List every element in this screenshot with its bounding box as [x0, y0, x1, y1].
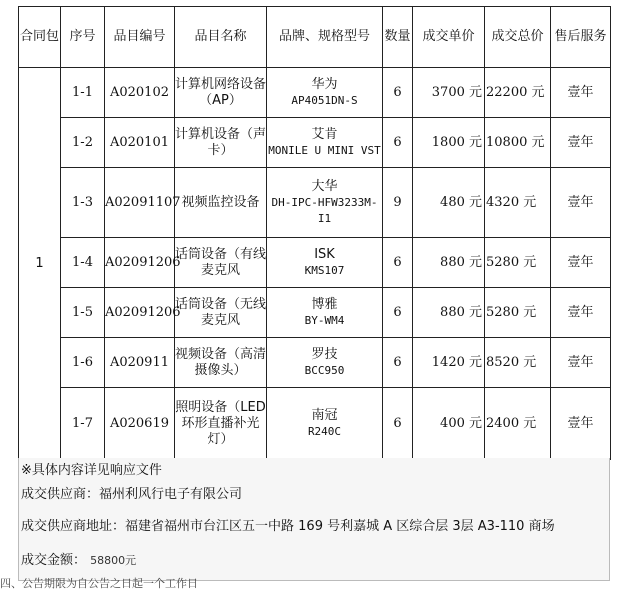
seq-cell: 1-1 — [61, 68, 105, 118]
qty-cell: 6 — [383, 388, 413, 460]
total-cell: 5280 元 — [485, 238, 551, 288]
code-cell: A020101 — [105, 118, 175, 168]
service-cell: 壹年 — [551, 238, 611, 288]
table-row — [19, 118, 611, 168]
supplier-label: 成交供应商： — [21, 487, 100, 502]
seq-cell: 1-6 — [61, 338, 105, 388]
header-total: 成交总价 — [485, 7, 551, 68]
code-cell: A020911 — [105, 338, 175, 388]
unit-price-cell: 880 元 — [413, 288, 485, 338]
service-cell: 壹年 — [551, 68, 611, 118]
seq-cell: 1-2 — [61, 118, 105, 168]
code-cell: A020102 — [105, 68, 175, 118]
code-cell: A02091107 — [105, 168, 175, 238]
amount-value: 58800元 — [90, 554, 137, 567]
brand: 艾肯 — [311, 126, 338, 142]
note: ※具体内容详见响应文件 — [21, 463, 162, 478]
brand: 华为 — [311, 76, 338, 92]
procurement-table — [18, 6, 611, 460]
address-label: 成交供应商地址： — [21, 519, 126, 534]
service-cell: 壹年 — [551, 118, 611, 168]
service-cell: 壹年 — [551, 388, 611, 460]
code-cell: A02091206 — [105, 238, 175, 288]
brand-model-cell — [267, 118, 383, 168]
name-cell: 视频监控设备 — [175, 168, 267, 238]
supplier-name: 福州利风行电子有限公司 — [99, 487, 243, 502]
table-row — [19, 238, 611, 288]
unit-price-cell: 3700 元 — [413, 68, 485, 118]
supplier-line — [21, 486, 242, 504]
qty-cell: 6 — [383, 68, 413, 118]
summary-section — [18, 458, 610, 581]
seq-cell: 1-7 — [61, 388, 105, 460]
qty-cell: 6 — [383, 118, 413, 168]
unit-price-cell: 480 元 — [413, 168, 485, 238]
service-cell: 壹年 — [551, 168, 611, 238]
brand-model-cell — [267, 288, 383, 338]
table-row — [19, 168, 611, 238]
table-row — [19, 288, 611, 338]
unit-price-cell: 880 元 — [413, 238, 485, 288]
total-cell: 22200 元 — [485, 68, 551, 118]
model: KMS107 — [304, 263, 345, 277]
model: MONILE U MINI VST — [268, 143, 381, 157]
package-cell: 1 — [19, 68, 61, 460]
header-unit-price: 成交单价 — [413, 7, 485, 68]
brand-model-cell — [267, 168, 383, 238]
model: BY-WM4 — [304, 313, 345, 327]
brand: 罗技 — [311, 346, 338, 362]
name-cell: 话筒设备（无线麦克风 — [175, 288, 267, 338]
seq-cell: 1-5 — [61, 288, 105, 338]
model: BCC950 — [304, 363, 345, 377]
table-row — [19, 388, 611, 460]
table-row — [19, 338, 611, 388]
name-cell: 照明设备（LED 环形直播补光灯） — [175, 388, 267, 460]
brand: ISK — [314, 246, 335, 262]
brand-model-cell — [267, 238, 383, 288]
header-package: 合同包 — [19, 7, 61, 68]
qty-cell: 9 — [383, 168, 413, 238]
amount-line — [21, 552, 136, 570]
brand: 南冠 — [311, 407, 338, 423]
qty-cell: 6 — [383, 288, 413, 338]
total-cell: 5280 元 — [485, 288, 551, 338]
header-name: 品目名称 — [175, 7, 267, 68]
brand: 博雅 — [311, 296, 338, 312]
total-cell: 4320 元 — [485, 168, 551, 238]
address-value: 福建省福州市台江区五一中路 169 号利嘉城 A 区综合层 3层 A3-110 商场 — [125, 519, 555, 534]
name-cell: 计算机网络设备（AP） — [175, 68, 267, 118]
unit-price-cell: 1420 元 — [413, 338, 485, 388]
total-cell: 2400 元 — [485, 388, 551, 460]
name-cell: 计算机设备（声卡） — [175, 118, 267, 168]
model: R240C — [307, 424, 342, 438]
amount-label: 成交金额： — [21, 553, 87, 568]
seq-cell: 1-3 — [61, 168, 105, 238]
cutoff-text: 四、公告期限为自公告之日起一个工作日 — [0, 577, 198, 590]
header-service: 售后服务 — [551, 7, 611, 68]
code-cell: A020619 — [105, 388, 175, 460]
model: DH-IPC-HFW3233M-I1 — [271, 195, 378, 225]
table-row — [19, 68, 611, 118]
brand-model-cell — [267, 68, 383, 118]
code-cell: A02091206 — [105, 288, 175, 338]
total-cell: 8520 元 — [485, 338, 551, 388]
total-cell: 10800 元 — [485, 118, 551, 168]
qty-cell: 6 — [383, 338, 413, 388]
name-cell: 话筒设备（有线麦克风 — [175, 238, 267, 288]
brand: 大华 — [311, 178, 338, 194]
service-cell: 壹年 — [551, 288, 611, 338]
header-row — [19, 7, 611, 68]
qty-cell: 6 — [383, 238, 413, 288]
address-line — [21, 518, 555, 536]
header-brand-model: 品牌、规格型号 — [267, 7, 383, 68]
brand-model-cell — [267, 388, 383, 460]
seq-cell: 1-4 — [61, 238, 105, 288]
name-cell: 视频设备（高清摄像头） — [175, 338, 267, 388]
header-qty: 数量 — [383, 7, 413, 68]
brand-model-cell — [267, 338, 383, 388]
unit-price-cell: 1800 元 — [413, 118, 485, 168]
header-seq: 序号 — [61, 7, 105, 68]
header-code: 品目编号 — [105, 7, 175, 68]
unit-price-cell: 400 元 — [413, 388, 485, 460]
model: AP4051DN-S — [291, 93, 358, 107]
service-cell: 壹年 — [551, 338, 611, 388]
